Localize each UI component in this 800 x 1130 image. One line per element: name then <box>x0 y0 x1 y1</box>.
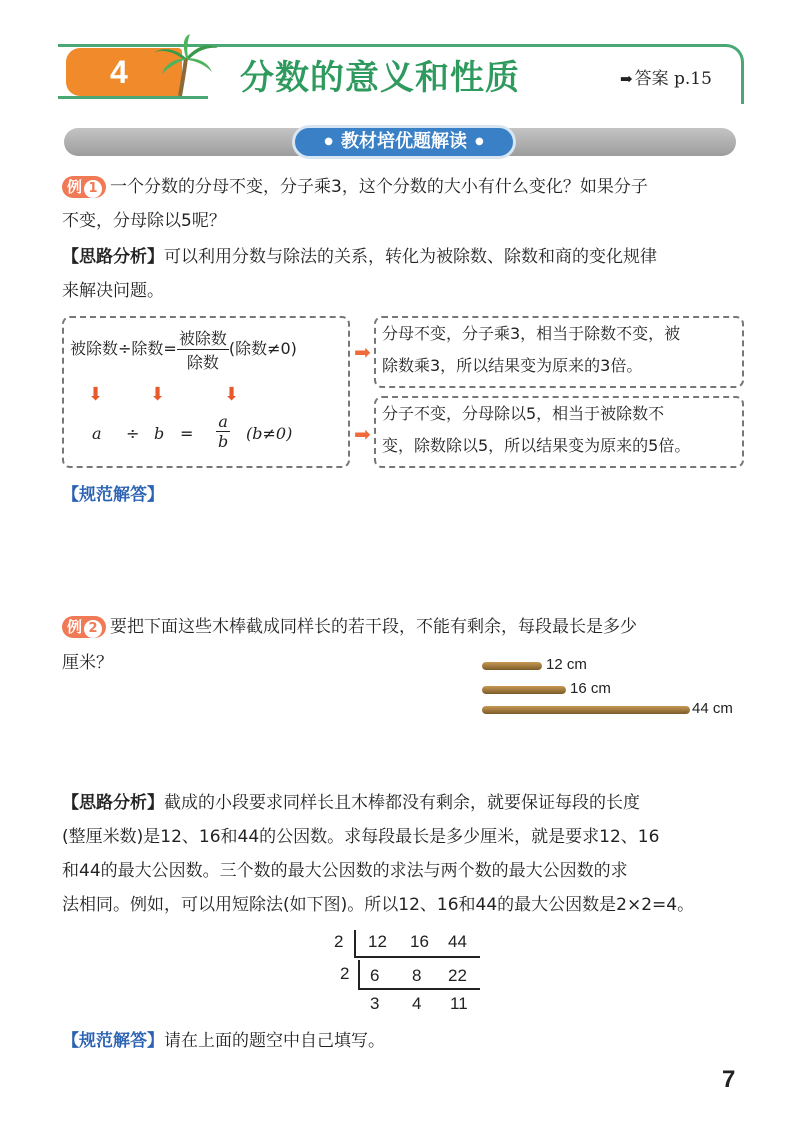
example2-question-line2: 厘米？ <box>62 653 113 673</box>
example2-analysis-line4: 法相同。例如，可以用短除法(如下图)。所以12、16和44的最大公因数是2×2=4。 <box>62 895 695 915</box>
section-title: 教材培优题解读 <box>341 131 467 152</box>
arrow-down-icon: ⬇ <box>88 384 104 405</box>
sd-bracket-1 <box>354 930 356 956</box>
stick-44cm <box>482 706 690 714</box>
sd-divisor-2: 2 <box>340 964 350 983</box>
sd-r2-c2: 8 <box>412 966 422 985</box>
stick-12cm <box>482 662 542 670</box>
dot-icon: ● <box>475 136 484 147</box>
formula-div: ÷ <box>126 424 140 443</box>
palm-tree-icon <box>150 34 220 98</box>
stick-16cm <box>482 686 566 694</box>
example2-analysis-line2: (整厘米数)是12、16和44的公因数。求每段最长是多少厘米，就是要求12、16 <box>62 827 660 847</box>
page-number: 7 <box>722 1066 736 1093</box>
stick-label-16: 16 cm <box>570 680 611 697</box>
answer-ref-text: 答案 p.15 <box>634 69 712 89</box>
analysis-tag: 【思路分析】 <box>62 247 164 267</box>
example2-answer-text: 请在上面的题空中自己填写。 <box>164 1031 385 1051</box>
formula-condition: (b≠0) <box>246 424 293 443</box>
sd-line-1 <box>354 956 480 958</box>
stick-label-12: 12 cm <box>546 656 587 673</box>
box1-line1: 分母不变，分子乘3，相当于除数不变，被 <box>382 324 681 343</box>
dot-icon: ● <box>324 136 333 147</box>
box1-line2: 除数乘3，所以结果变为原来的3倍。 <box>382 356 643 375</box>
formula-fraction-ab: $\frac{a}{b}$ <box>218 412 229 451</box>
sd-divisor-1: 2 <box>334 932 344 951</box>
formula-fraction: $\frac{\text{被除数}}{\text{除数}}$ <box>177 326 229 373</box>
stick-label-44: 44 cm <box>692 700 733 717</box>
sd-r2-c1: 6 <box>370 966 380 985</box>
formula-row1 <box>70 326 297 373</box>
example1-question-line1: 一个分数的分母不变，分子乘3，这个分数的大小有什么变化？如果分子 <box>110 177 648 197</box>
example1-question <box>62 170 742 204</box>
unit-number-badge: 4 <box>66 48 182 96</box>
sd-r3-c3: 11 <box>450 994 468 1013</box>
formula-var-b: b <box>154 424 165 443</box>
example1-answer-tag: 【规范解答】 <box>62 485 164 505</box>
arrow-down-icon: ⬇ <box>150 384 166 405</box>
sd-line-2 <box>358 988 480 990</box>
sd-r1-c2: 16 <box>410 932 429 951</box>
formula-eq: = <box>180 424 194 443</box>
sd-r3-c1: 3 <box>370 994 380 1013</box>
arrow-right-icon: ➡ <box>354 422 371 446</box>
page-title: 分数的意义和性质 <box>240 58 520 98</box>
arrow-right-icon: ➡ <box>354 340 371 364</box>
example1-badge: 例 1 <box>62 176 106 198</box>
example2-answer <box>62 1024 385 1058</box>
example2-question-line1: 要把下面这些木棒截成同样长的若干段，不能有剩余，每段最长是多少 <box>110 617 638 637</box>
example2-analysis <box>62 786 752 820</box>
example2-badge: 例 2 <box>62 616 106 638</box>
sd-r1-c3: 44 <box>448 932 467 951</box>
example2-answer-tag: 【规范解答】 <box>62 1031 164 1051</box>
sd-bracket-2 <box>358 960 360 988</box>
box2-line1: 分子不变，分母除以5，相当于被除数不 <box>382 404 665 423</box>
sd-r1-c1: 12 <box>368 932 387 951</box>
arrow-down-icon: ⬇ <box>224 384 240 405</box>
example1-question-line2: 不变，分母除以5呢？ <box>62 211 226 231</box>
example1-analysis-line1: 可以利用分数与除法的关系，转化为被除数、除数和商的变化规律 <box>164 247 657 267</box>
sd-r3-c2: 4 <box>412 994 422 1013</box>
example1-analysis-line2: 来解决问题。 <box>62 281 164 301</box>
arrow-right-icon: ➡ <box>620 70 633 88</box>
box2-line2: 变，除数除以5，所以结果变为原来的5倍。 <box>382 436 691 455</box>
formula-suffix: (除数≠0) <box>228 339 297 358</box>
example1-analysis <box>62 240 752 274</box>
section-title-pill <box>292 125 516 159</box>
sd-r2-c3: 22 <box>448 966 467 985</box>
formula-var-a: a <box>92 424 102 443</box>
answer-reference <box>620 64 712 89</box>
example2-question <box>62 610 752 644</box>
example2-analysis-line1: 截成的小段要求同样长且木棒都没有剩余，就要保证每段的长度 <box>164 793 640 813</box>
analysis-tag: 【思路分析】 <box>62 793 164 813</box>
example2-analysis-line3: 和44的最大公因数。三个数的最大公因数的求法与两个数的最大公因数的求 <box>62 861 628 881</box>
formula-prefix: 被除数÷除数= <box>70 339 177 358</box>
